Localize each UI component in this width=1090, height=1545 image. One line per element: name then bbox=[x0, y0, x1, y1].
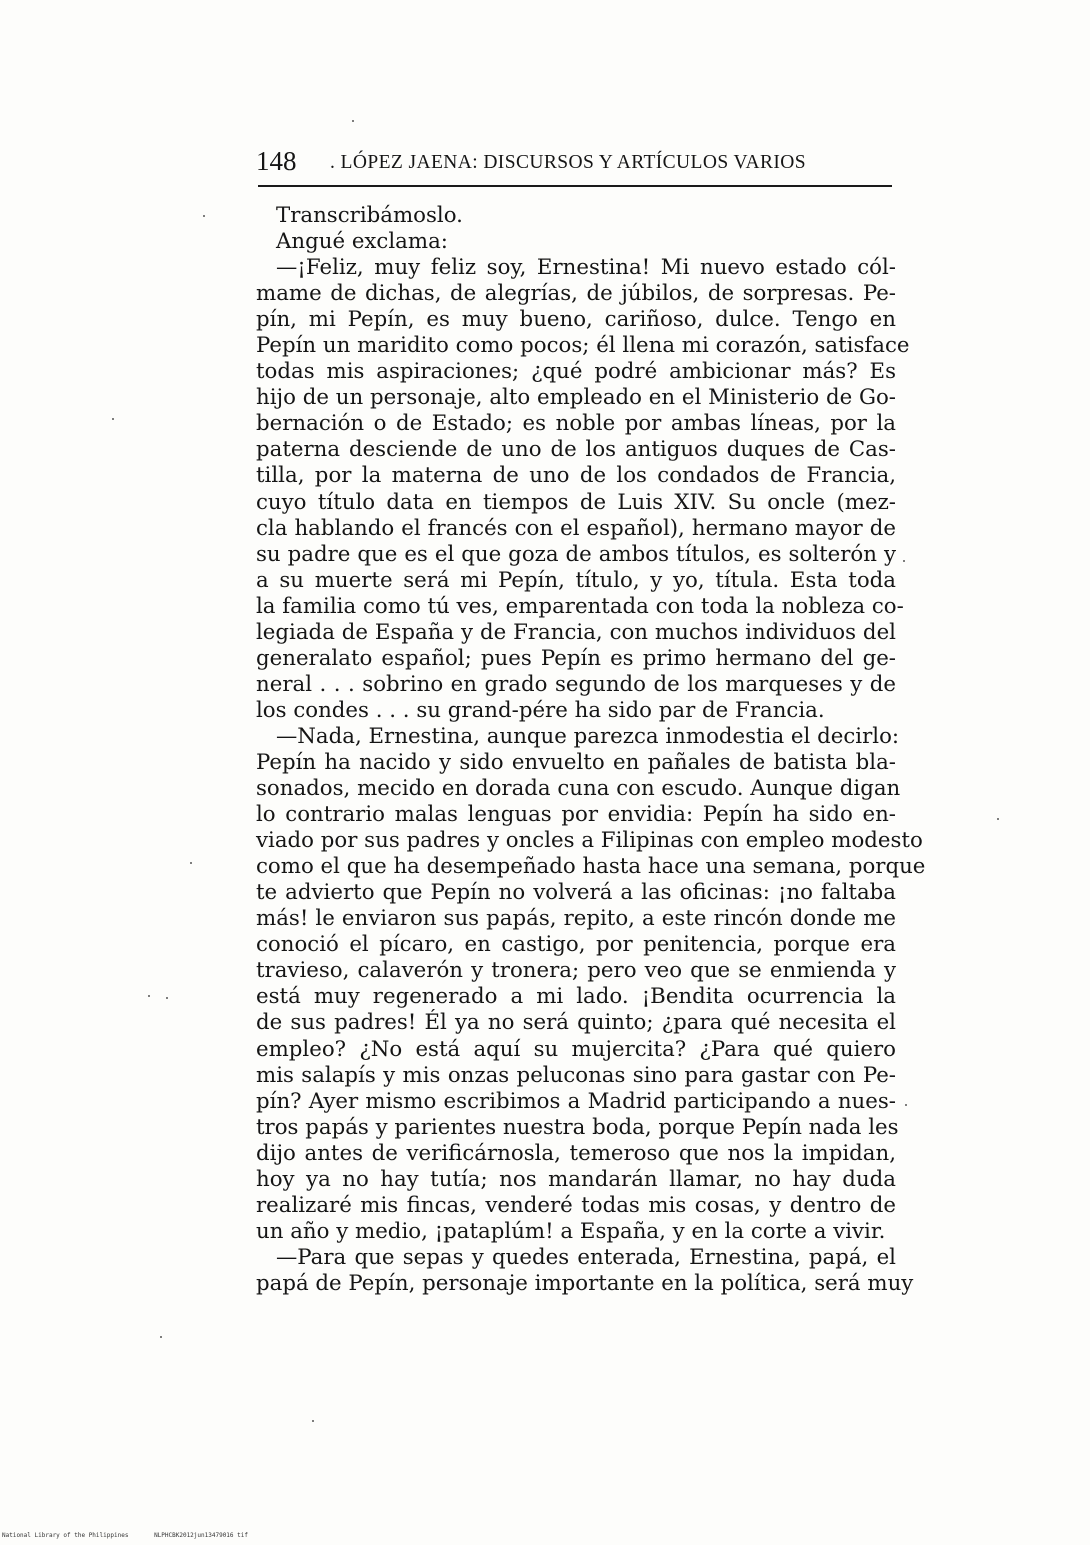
text-line: paterna desciende de uno de los antiguos duques de Cas- bbox=[256, 437, 896, 463]
text-line: tilla, por la materna de uno de los condados de Francia, bbox=[256, 463, 896, 489]
text-line: hijo de un personaje, alto empleado en el Ministerio de Go- bbox=[256, 385, 896, 411]
text-line: papá de Pepín, personaje importante en la política, será muy bbox=[256, 1270, 914, 1296]
text-line: realizaré mis fincas, venderé todas mis cosas, y dentro de bbox=[256, 1192, 896, 1218]
text-line: travieso, calaverón y tronera; pero veo que se enmienda y bbox=[256, 958, 896, 984]
text-line: te advierto que Pepín no volverá a las oficinas: ¡no faltaba bbox=[256, 880, 896, 906]
footer-library: National Library of the Philippines bbox=[2, 1532, 129, 1539]
text-line: hoy ya no hay tutía; nos mandarán llamar, no hay duda bbox=[256, 1166, 896, 1192]
text-line: Pepín un maridito como pocos; él llena mi corazón, satisface bbox=[256, 333, 910, 359]
page-number: 148 bbox=[256, 146, 297, 176]
text-line: cla hablando el francés con el español), hermano mayor de bbox=[256, 515, 896, 541]
text-line: todas mis aspiraciones; ¿qué podré ambicionar más? Es bbox=[256, 359, 896, 385]
text-line: dijo antes de verificárnosla, temeroso que nos la impidan, bbox=[256, 1140, 896, 1166]
text-line: cuyo título data en tiempos de Luis XIV. Su oncle (mez- bbox=[256, 489, 896, 515]
text-line: pín? Ayer mismo escribimos a Madrid participando a nues- bbox=[256, 1088, 896, 1114]
text-line: pín, mi Pepín, es muy bueno, cariñoso, dulce. Tengo en bbox=[256, 307, 896, 333]
text-line: —Nada, Ernestina, aunque parezca inmodestia el decirlo: bbox=[276, 723, 900, 749]
scan-speck bbox=[903, 560, 905, 562]
scan-speck bbox=[160, 1336, 162, 1338]
text-line: los condes . . . su grand-pére ha sido par de Francia. bbox=[256, 697, 825, 723]
text-line: más! le enviaron sus papás, repito, a este rincón donde me bbox=[256, 906, 896, 932]
text-line: su padre que es el que goza de ambos títulos, es solterón y bbox=[256, 541, 896, 567]
text-line: Pepín ha nacido y sido envuelto en pañales de batista bla- bbox=[256, 749, 896, 775]
scan-speck bbox=[148, 995, 150, 997]
scan-speck bbox=[203, 215, 205, 217]
text-line: conoció el pícaro, en castigo, por penitencia, porque era bbox=[256, 932, 896, 958]
scan-speck bbox=[166, 997, 168, 999]
scan-footer bbox=[2, 1532, 402, 1544]
text-line: mame de dichas, de alegrías, de júbilos, de sorpresas. Pe- bbox=[256, 281, 896, 307]
scan-speck bbox=[312, 1420, 314, 1422]
running-title: . LÓPEZ JAENA: DISCURSOS Y ARTÍCULOS VARIOS bbox=[330, 152, 806, 173]
text-line: Angué exclama: bbox=[276, 229, 448, 255]
body-text bbox=[256, 203, 926, 1297]
text-line: la familia como tú ves, emparentada con toda la nobleza co- bbox=[256, 593, 904, 619]
text-line: viado por sus padres y oncles a Filipinas con empleo modesto bbox=[256, 828, 923, 854]
page-header bbox=[256, 146, 896, 182]
text-line: —Para que sepas y quedes enterada, Ernestina, papá, el bbox=[276, 1244, 896, 1270]
scan-speck bbox=[190, 862, 192, 864]
text-line: neral . . . sobrino en grado segundo de los marqueses y de bbox=[256, 671, 896, 697]
text-line: lo contrario malas lenguas por envidia: Pepín ha sido en- bbox=[256, 802, 896, 828]
header-rule bbox=[258, 185, 892, 187]
text-line: de sus padres! Él ya no será quinto; ¿para qué necesita el bbox=[256, 1010, 896, 1036]
text-line: —¡Feliz, muy feliz soy, Ernestina! Mi nuevo estado cól- bbox=[276, 255, 896, 281]
text-line: sonados, mecido en dorada cuna con escudo. Aunque digan bbox=[256, 776, 901, 802]
text-line: está muy regenerado a mi lado. ¡Bendita ocurrencia la bbox=[256, 984, 896, 1010]
text-line: un año y medio, ¡pataplúm! a España, y en la corte a vivir. bbox=[256, 1218, 886, 1244]
text-line: tros papás y parientes nuestra boda, porque Pepín nada les bbox=[256, 1114, 899, 1140]
text-line: legiada de España y de Francia, con muchos individuos del bbox=[256, 619, 896, 645]
text-line: generalato español; pues Pepín es primo hermano del ge- bbox=[256, 645, 896, 671]
text-line: a su muerte será mi Pepín, título, y yo, títula. Esta toda bbox=[256, 567, 896, 593]
text-line: empleo? ¿No está aquí su mujercita? ¿Para qué quiero bbox=[256, 1036, 896, 1062]
scan-speck bbox=[905, 1104, 907, 1106]
text-line: bernación o de Estado; es noble por ambas líneas, por la bbox=[256, 411, 896, 437]
text-line: como el que ha desempeñado hasta hace una semana, porque bbox=[256, 854, 926, 880]
text-line: mis salapís y mis onzas peluconas sino para gastar con Pe- bbox=[256, 1062, 896, 1088]
scan-speck bbox=[352, 120, 354, 122]
text-line: Transcribámoslo. bbox=[276, 203, 463, 228]
scan-speck bbox=[997, 818, 999, 820]
scan-speck bbox=[112, 418, 114, 420]
footer-scan-id: NLPHCBK2012jun13479016 tif bbox=[154, 1532, 248, 1539]
